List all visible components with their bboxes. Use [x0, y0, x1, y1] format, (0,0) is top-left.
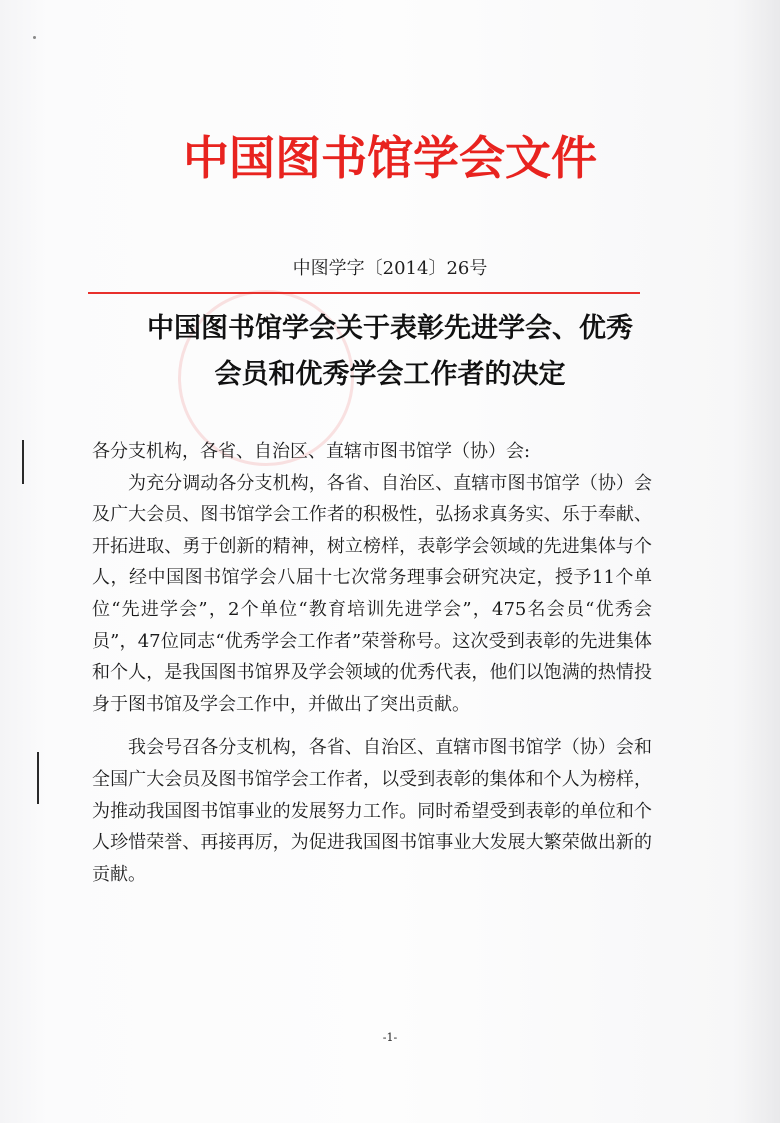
page-number: -1-: [382, 1031, 398, 1044]
decision-title: [70, 306, 710, 398]
document-number: 中图学字〔2014〕26号: [292, 258, 488, 279]
staple-mark-top: [22, 440, 24, 484]
paragraph-2: 我会号召各分支机构，各省、自治区、直辖市图书馆学（协）会和全国广大会员及图书馆学会工作者，以受到表彰的集体和个人为榜样，为推动我国图书馆事业的发展努力工作。同时希望受到表彰的单位和个人珍惜荣誉、再接再厉，为促进我国图书馆事业大发展大繁荣做出新的贡献。: [92, 737, 652, 885]
red-separator-line: [88, 292, 640, 294]
salutation: 各分支机构，各省、自治区、直辖市图书馆学（协）会:: [92, 441, 531, 462]
staple-mark-bottom: [37, 752, 39, 804]
scan-speck: [33, 36, 36, 39]
decision-title-line-2: 会员和优秀学会工作者的决定: [214, 359, 566, 390]
decision-title-line-1: 中国图书馆学会关于表彰先进学会、优秀: [147, 313, 633, 344]
document-header-title: 中国图书馆学会文件: [183, 131, 597, 185]
paragraph-1: 为充分调动各分支机构，各省、自治区、直辖市图书馆学（协）会及广大会员、图书馆学会工作者的积极性，弘扬求真务实、乐于奉献、开拓进取、勇于创新的精神，树立榜样，表彰学会领域的先进集体与个人，经中国图书馆学会八届十七次常务理事会研究决定，授予11个单位“先进学会”，2个单位“教育培训先进学会”，475名会员“优秀会员”，47位同志“优秀学会工作者”荣誉称号。这次受到表彰的先进集体和个人，是我国图书馆界及学会领域的优秀代表，他们以饱满的热情投身于图书馆及学会工作中，并做出了突出贡献。: [92, 472, 652, 715]
document-body: [92, 436, 652, 890]
